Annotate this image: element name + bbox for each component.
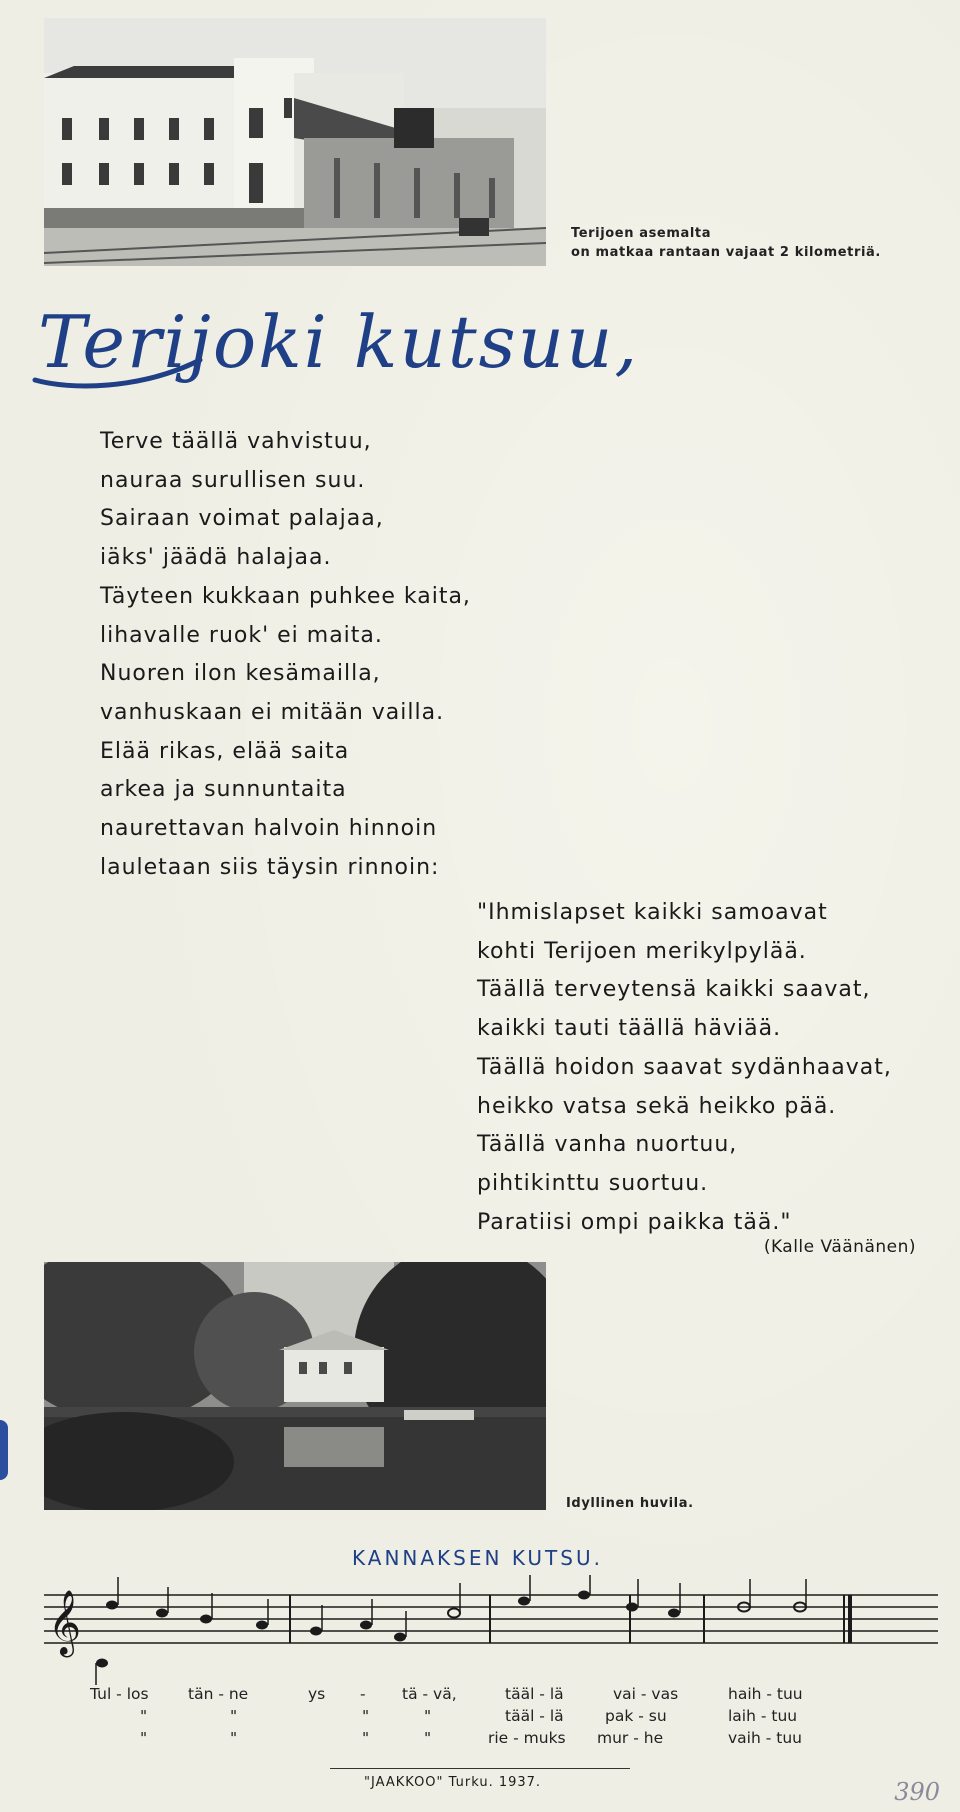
lyric-syllable: vai - vas bbox=[613, 1685, 679, 1703]
music-staff bbox=[44, 1575, 938, 1685]
lyric-syllable: haih - tuu bbox=[728, 1685, 803, 1703]
song-lyrics bbox=[80, 1685, 840, 1751]
song-title: KANNAKSEN KUTSU. bbox=[352, 1546, 603, 1570]
quote bbox=[477, 894, 892, 1242]
poem-line: Nuoren ilon kesämailla, bbox=[100, 661, 381, 687]
lyric-syllable: tääl - lä bbox=[505, 1685, 564, 1703]
lyric-syllable: mur - he bbox=[597, 1729, 664, 1747]
villa-photo bbox=[44, 1262, 546, 1510]
page-title: Terijoki kutsuu, bbox=[38, 300, 640, 384]
lyrics-row bbox=[80, 1729, 840, 1751]
quote-line: kohti Terijoen merikylpylää. bbox=[477, 938, 807, 964]
lyric-syllable: rie - muks bbox=[488, 1729, 566, 1747]
quote-line: Täällä terveytensä kaikki saavat, bbox=[477, 977, 871, 1003]
poem-line: Sairaan voimat palajaa, bbox=[100, 506, 384, 532]
lyric-syllable: ys bbox=[308, 1685, 326, 1703]
lyrics-row bbox=[80, 1707, 840, 1729]
quote-line: Paratiisi ompi paikka tää." bbox=[477, 1209, 792, 1235]
villa-photo-caption: Idyllinen huvila. bbox=[566, 1496, 694, 1511]
lyric-syllable: tääl - lä bbox=[505, 1707, 564, 1725]
lyric-ditto: " bbox=[230, 1707, 238, 1725]
quote-line: Täällä vanha nuortuu, bbox=[477, 1132, 738, 1158]
lyric-ditto: " bbox=[424, 1707, 432, 1725]
edge-ink-mark bbox=[0, 1420, 8, 1480]
quote-line: "Ihmislapset kaikki samoavat bbox=[477, 900, 828, 925]
lyric-syllable: tän - ne bbox=[188, 1685, 249, 1703]
treble-clef-icon: 𝄞 bbox=[48, 1590, 82, 1655]
quote-line: heikko vatsa sekä heikko pää. bbox=[477, 1093, 837, 1119]
pencil-annotation: 390 bbox=[894, 1778, 940, 1806]
station-photo bbox=[44, 18, 546, 266]
poem-line: arkea ja sunnuntaita bbox=[100, 777, 347, 803]
poem-line: lihavalle ruok' ei maita. bbox=[100, 622, 383, 648]
poem bbox=[100, 423, 471, 887]
poem-line: Terve täällä vahvistuu, bbox=[100, 429, 372, 454]
poem-line: vanhuskaan ei mitään vailla. bbox=[100, 699, 445, 725]
poem-line: nauraa surullisen suu. bbox=[100, 467, 366, 493]
footer-divider bbox=[330, 1768, 630, 1769]
lyric-ditto: " bbox=[140, 1729, 148, 1747]
lyric-syllable: tä - vä, bbox=[402, 1685, 457, 1703]
quote-line: kaikki tauti täällä häviää. bbox=[477, 1016, 782, 1042]
lyric-syllable: laih - tuu bbox=[728, 1707, 798, 1725]
lyric-ditto: " bbox=[362, 1729, 370, 1747]
station-caption-line-1: Terijoen asemalta bbox=[571, 226, 712, 241]
lyrics-row bbox=[80, 1685, 840, 1707]
station-photo-caption bbox=[571, 224, 881, 262]
lyric-syllable: vaih - tuu bbox=[728, 1729, 802, 1747]
quote-attribution: (Kalle Väänänen) bbox=[763, 1237, 916, 1257]
publisher-footer: "JAAKKOO" Turku. 1937. bbox=[364, 1775, 542, 1790]
poem-line: iäks' jäädä halajaa. bbox=[100, 545, 332, 571]
poem-line: naurettavan halvoin hinnoin bbox=[100, 816, 438, 842]
quote-line: pihtikinttu suortuu. bbox=[477, 1170, 709, 1196]
quote-line: Täällä hoidon saavat sydänhaavat, bbox=[477, 1054, 892, 1080]
poem-line: lauletaan siis täysin rinnoin: bbox=[100, 854, 440, 880]
title-swash-decoration bbox=[30, 355, 210, 395]
lyric-ditto: " bbox=[230, 1729, 238, 1747]
poem-line: Elää rikas, elää saita bbox=[100, 738, 350, 764]
lyric-ditto: " bbox=[424, 1729, 432, 1747]
station-caption-line-2: on matkaa rantaan vajaat 2 kilometriä. bbox=[571, 245, 881, 260]
lyric-syllable: pak - su bbox=[605, 1707, 667, 1725]
lyric-ditto: " bbox=[140, 1707, 148, 1725]
lyric-syllable: Tul - los bbox=[90, 1685, 149, 1703]
lyric-syllable: - bbox=[360, 1685, 366, 1703]
poem-line: Täyteen kukkaan puhkee kaita, bbox=[100, 583, 471, 609]
lyric-ditto: " bbox=[362, 1707, 370, 1725]
